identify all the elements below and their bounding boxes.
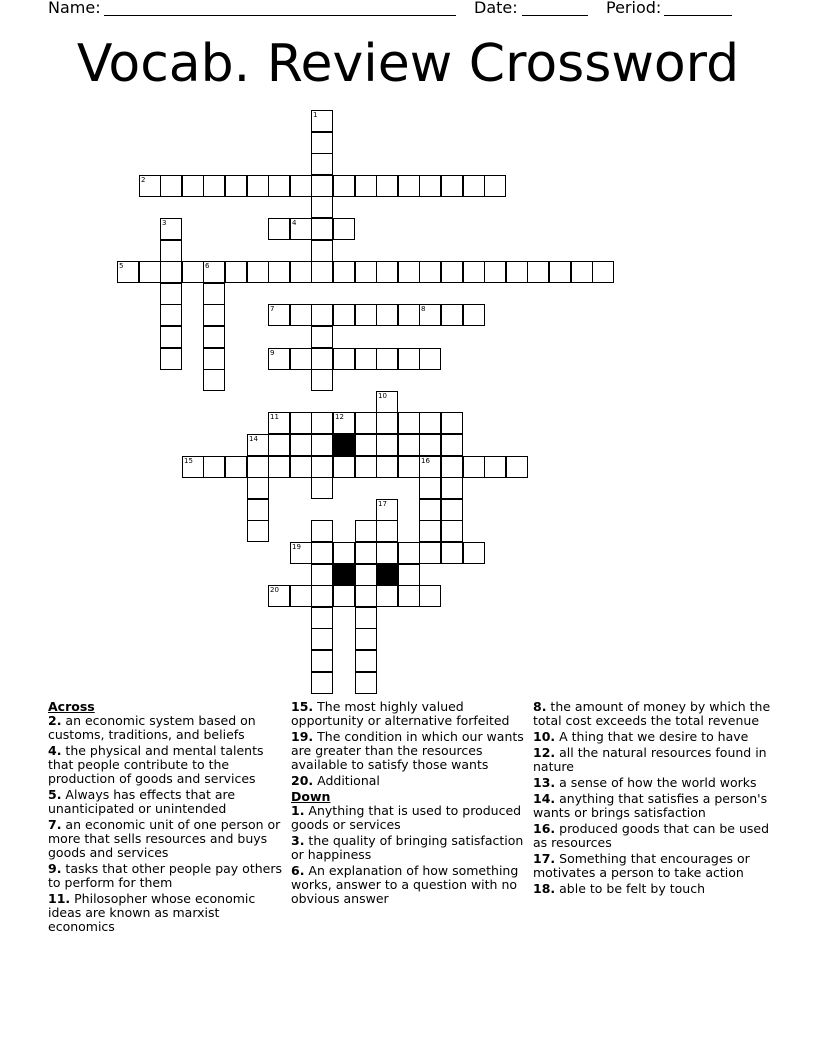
clue-number: 16. <box>533 821 556 836</box>
crossword-cell[interactable] <box>376 391 398 413</box>
down-heading: Down <box>291 789 331 804</box>
crossword-cell[interactable] <box>549 261 571 283</box>
crossword-cell[interactable] <box>506 456 528 478</box>
clue-text: anything that satisfies a person's wants or brings satisfaction <box>533 791 768 820</box>
clue-text: Philosopher whose economic ideas are known as marxist economics <box>48 891 256 934</box>
clue-item <box>533 882 771 896</box>
clue-item <box>291 774 529 788</box>
crossword-cell[interactable] <box>203 175 225 197</box>
crossword-cell[interactable] <box>571 261 593 283</box>
crossword-cell[interactable] <box>311 218 333 240</box>
clue-number: 9 <box>270 349 275 357</box>
clue-text: Anything that is used to produced goods or services <box>291 803 522 832</box>
crossword-cell[interactable] <box>160 326 182 348</box>
page-title: Vocab. Review Crossword <box>76 34 740 94</box>
crossword-cell[interactable] <box>592 261 614 283</box>
crossword-cell[interactable] <box>139 175 161 197</box>
clue-number: 8. <box>533 699 547 714</box>
crossword-cell[interactable] <box>463 261 485 283</box>
crossword-cell[interactable] <box>441 175 463 197</box>
clue-text: able to be felt by touch <box>555 881 705 896</box>
crossword-cell[interactable] <box>247 175 269 197</box>
crossword-cell[interactable] <box>160 261 182 283</box>
crossword-cell[interactable] <box>376 456 398 478</box>
crossword-cell[interactable] <box>398 585 420 607</box>
crossword-cell[interactable] <box>290 412 312 434</box>
clue-number: 10. <box>533 729 556 744</box>
crossword-cell[interactable] <box>398 434 420 456</box>
crossword-cell[interactable] <box>203 326 225 348</box>
crossword-cell[interactable] <box>311 628 333 650</box>
crossword-cell[interactable] <box>311 175 333 197</box>
crossword-cell[interactable] <box>376 175 398 197</box>
clue-number: 1 <box>313 111 318 119</box>
clue-number: 6 <box>205 262 210 270</box>
crossword-cell[interactable] <box>311 348 333 370</box>
crossword-cell[interactable] <box>311 564 333 586</box>
clue-number: 17. <box>533 851 556 866</box>
crossword-cell[interactable] <box>333 175 355 197</box>
crossword-cell[interactable] <box>203 304 225 326</box>
clue-item <box>533 822 771 850</box>
down-clue-list <box>291 804 529 906</box>
clue-number: 2 <box>141 176 146 184</box>
crossword-cell[interactable] <box>247 499 269 521</box>
crossword-cell[interactable] <box>268 304 290 326</box>
clues-column-1 <box>48 700 286 936</box>
clue-text: Always has effects that are unanticipated or unintended <box>48 787 236 816</box>
crossword-cell[interactable] <box>311 650 333 672</box>
clue-number: 20. <box>291 773 314 788</box>
crossword-cell[interactable] <box>225 175 247 197</box>
clue-number: 3 <box>162 219 167 227</box>
clue-number: 18. <box>533 881 556 896</box>
crossword-cell[interactable] <box>355 672 377 694</box>
crossword-cell[interactable] <box>290 348 312 370</box>
clue-number: 15. <box>291 699 314 714</box>
crossword-cell[interactable] <box>441 434 463 456</box>
crossword-cell[interactable] <box>203 456 225 478</box>
period-label: Period: <box>606 0 662 17</box>
crossword-cell[interactable] <box>333 542 355 564</box>
clue-number: 7 <box>270 305 275 313</box>
crossword-cell[interactable] <box>182 261 204 283</box>
crossword-cell[interactable] <box>268 261 290 283</box>
crossword-cell[interactable] <box>355 456 377 478</box>
crossword-cell[interactable] <box>290 434 312 456</box>
clue-number: 3. <box>291 833 305 848</box>
crossword-cell[interactable] <box>268 412 290 434</box>
crossword-cell[interactable] <box>376 520 398 542</box>
crossword-cell[interactable] <box>463 542 485 564</box>
crossword-cell[interactable] <box>117 261 139 283</box>
crossword-cell[interactable] <box>484 261 506 283</box>
crossword-cell[interactable] <box>311 477 333 499</box>
crossword-cell[interactable] <box>398 348 420 370</box>
crossword-cell[interactable] <box>311 261 333 283</box>
crossword-cell[interactable] <box>268 218 290 240</box>
crossword-cell[interactable] <box>419 477 441 499</box>
crossword-cell[interactable] <box>333 585 355 607</box>
clue-item <box>533 700 771 728</box>
crossword-cell[interactable] <box>441 520 463 542</box>
crossword-cell[interactable] <box>484 175 506 197</box>
crossword-cell[interactable] <box>268 585 290 607</box>
crossword-cell[interactable] <box>376 585 398 607</box>
crossword-cell[interactable] <box>247 477 269 499</box>
clue-item <box>291 834 529 862</box>
clue-number: 7. <box>48 817 62 832</box>
crossword-cell[interactable] <box>268 348 290 370</box>
clue-item <box>48 744 286 786</box>
crossword-cell[interactable] <box>355 348 377 370</box>
clue-number: 5 <box>119 262 124 270</box>
crossword-cell[interactable] <box>419 261 441 283</box>
clue-item <box>533 852 771 880</box>
clues-column-2 <box>291 700 529 908</box>
clue-text: the physical and mental talents that people contribute to the production of goods and services <box>48 743 264 786</box>
clue-number: 9. <box>48 861 62 876</box>
crossword-cell[interactable] <box>376 412 398 434</box>
clue-text: produced goods that can be used as resources <box>533 821 769 850</box>
clue-text: The most highly valued opportunity or alternative forfeited <box>291 699 510 728</box>
crossword-cell[interactable] <box>311 542 333 564</box>
crossword-cell[interactable] <box>311 240 333 262</box>
crossword-cell[interactable] <box>355 520 377 542</box>
clue-number: 12 <box>335 413 344 421</box>
crossword-cell[interactable] <box>182 456 204 478</box>
blocked-cell <box>333 434 355 456</box>
crossword-cell[interactable] <box>311 326 333 348</box>
date-label: Date: <box>474 0 518 17</box>
crossword-cell[interactable] <box>247 261 269 283</box>
crossword-cell[interactable] <box>225 261 247 283</box>
crossword-cell[interactable] <box>333 456 355 478</box>
crossword-cell[interactable] <box>527 261 549 283</box>
crossword-cell[interactable] <box>290 218 312 240</box>
clue-item <box>48 892 286 934</box>
crossword-cell[interactable] <box>398 304 420 326</box>
crossword-cell[interactable] <box>160 304 182 326</box>
crossword-cell[interactable] <box>311 132 333 154</box>
crossword-cell[interactable] <box>419 412 441 434</box>
clue-text: the amount of money by which the total cost exceeds the total revenue <box>533 699 771 728</box>
clue-item <box>533 730 771 744</box>
crossword-cell[interactable] <box>268 434 290 456</box>
crossword-cell[interactable] <box>419 585 441 607</box>
clue-number: 13. <box>533 775 556 790</box>
crossword-cell[interactable] <box>398 261 420 283</box>
clue-item <box>48 818 286 860</box>
crossword-cell[interactable] <box>419 434 441 456</box>
crossword-cell[interactable] <box>311 304 333 326</box>
clue-text: the quality of bringing satisfaction or happiness <box>291 833 524 862</box>
clue-number: 4 <box>292 219 297 227</box>
crossword-cell[interactable] <box>182 175 204 197</box>
clue-text: The condition in which our wants are greater than the resources available to satisfy those wants <box>291 729 524 772</box>
crossword-cell[interactable] <box>203 348 225 370</box>
clue-item <box>533 792 771 820</box>
blocked-cell <box>376 564 398 586</box>
crossword-cell[interactable] <box>398 564 420 586</box>
crossword-cell[interactable] <box>290 304 312 326</box>
crossword-cell[interactable] <box>247 456 269 478</box>
crossword-cell[interactable] <box>463 175 485 197</box>
crossword-cell[interactable] <box>355 628 377 650</box>
clue-text: a sense of how the world works <box>555 775 757 790</box>
crossword-cell[interactable] <box>441 456 463 478</box>
crossword-cell[interactable] <box>484 456 506 478</box>
crossword-cell[interactable] <box>290 456 312 478</box>
crossword-cell[interactable] <box>355 564 377 586</box>
crossword-cell[interactable] <box>441 261 463 283</box>
crossword-cell[interactable] <box>160 175 182 197</box>
crossword-cell[interactable] <box>203 283 225 305</box>
crossword-cell[interactable] <box>160 348 182 370</box>
clue-number: 8 <box>421 305 426 313</box>
crossword-cell[interactable] <box>463 304 485 326</box>
crossword-cell[interactable] <box>355 542 377 564</box>
crossword-cell[interactable] <box>355 434 377 456</box>
clue-number: 11. <box>48 891 71 906</box>
crossword-cell[interactable] <box>311 434 333 456</box>
crossword-cell[interactable] <box>419 456 441 478</box>
crossword-cell[interactable] <box>355 607 377 629</box>
crossword-cell[interactable] <box>398 412 420 434</box>
clue-text: Something that encourages or motivates a person to take action <box>533 851 750 880</box>
clue-item <box>48 714 286 742</box>
clue-text: all the natural resources found in nature <box>533 745 767 774</box>
clue-number: 14 <box>249 435 258 443</box>
down-clue-list-cont <box>533 700 771 896</box>
crossword-cell[interactable] <box>376 261 398 283</box>
crossword-cell[interactable] <box>225 456 247 478</box>
clue-text: An explanation of how something works, answer to a question with no obvious answer <box>291 863 519 906</box>
clue-number: 15 <box>184 457 193 465</box>
crossword-cell[interactable] <box>203 261 225 283</box>
across-clue-list <box>48 714 286 934</box>
clue-item <box>48 788 286 816</box>
crossword-cell[interactable] <box>419 304 441 326</box>
crossword-cell[interactable] <box>311 369 333 391</box>
blocked-cell <box>333 564 355 586</box>
crossword-cell[interactable] <box>333 218 355 240</box>
clue-text: A thing that we desire to have <box>555 729 749 744</box>
clue-item <box>291 730 529 772</box>
crossword-cell[interactable] <box>333 412 355 434</box>
crossword-cell[interactable] <box>419 499 441 521</box>
crossword-cell[interactable] <box>311 412 333 434</box>
crossword-cell[interactable] <box>268 456 290 478</box>
crossword-cell[interactable] <box>376 348 398 370</box>
clue-number: 11 <box>270 413 279 421</box>
crossword-cell[interactable] <box>311 196 333 218</box>
crossword-cell[interactable] <box>419 348 441 370</box>
clue-text: tasks that other people pay others to perform for them <box>48 861 282 890</box>
crossword-cell[interactable] <box>419 520 441 542</box>
crossword-cell[interactable] <box>441 477 463 499</box>
crossword-cell[interactable] <box>376 304 398 326</box>
name-label: Name: <box>48 0 101 17</box>
clue-item <box>48 862 286 890</box>
crossword-cell[interactable] <box>160 283 182 305</box>
crossword-cell[interactable] <box>355 585 377 607</box>
crossword-cell[interactable] <box>398 456 420 478</box>
clue-text: Additional <box>313 773 380 788</box>
clue-number: 19. <box>291 729 314 744</box>
clues-column-3 <box>533 700 771 898</box>
clue-number: 6. <box>291 863 305 878</box>
clue-item <box>291 804 529 832</box>
clue-number: 19 <box>292 543 301 551</box>
clue-item <box>291 700 529 728</box>
crossword-cell[interactable] <box>355 412 377 434</box>
crossword-cell[interactable] <box>419 542 441 564</box>
crossword-cell[interactable] <box>333 348 355 370</box>
crossword-cell[interactable] <box>376 542 398 564</box>
crossword-cell[interactable] <box>268 175 290 197</box>
clue-number: 4. <box>48 743 62 758</box>
clue-number: 10 <box>378 392 387 400</box>
crossword-cell[interactable] <box>311 585 333 607</box>
clue-number: 12. <box>533 745 556 760</box>
clue-item <box>533 746 771 774</box>
crossword-cell[interactable] <box>311 607 333 629</box>
crossword-cell[interactable] <box>398 175 420 197</box>
clue-number: 17 <box>378 500 387 508</box>
crossword-cell[interactable] <box>160 240 182 262</box>
crossword-cell[interactable] <box>506 261 528 283</box>
crossword-cell[interactable] <box>311 672 333 694</box>
clue-number: 2. <box>48 713 62 728</box>
crossword-cell[interactable] <box>441 412 463 434</box>
crossword-cell[interactable] <box>247 434 269 456</box>
clue-number: 14. <box>533 791 556 806</box>
crossword-cell[interactable] <box>441 304 463 326</box>
crossword-cell[interactable] <box>441 542 463 564</box>
crossword-cell[interactable] <box>311 520 333 542</box>
crossword-cell[interactable] <box>376 499 398 521</box>
crossword-cell[interactable] <box>247 520 269 542</box>
crossword-cell[interactable] <box>419 175 441 197</box>
clue-item <box>533 776 771 790</box>
crossword-cell[interactable] <box>355 650 377 672</box>
crossword-cell[interactable] <box>290 175 312 197</box>
crossword-cell[interactable] <box>355 304 377 326</box>
crossword-cell[interactable] <box>311 110 333 132</box>
crossword-cell[interactable] <box>290 261 312 283</box>
crossword-cell[interactable] <box>355 261 377 283</box>
crossword-cell[interactable] <box>290 585 312 607</box>
across-clue-list-cont <box>291 700 529 788</box>
crossword-cell[interactable] <box>333 261 355 283</box>
crossword-cell[interactable] <box>139 261 161 283</box>
crossword-cell[interactable] <box>463 456 485 478</box>
crossword-cell[interactable] <box>203 369 225 391</box>
clue-number: 20 <box>270 586 279 594</box>
crossword-cell[interactable] <box>290 542 312 564</box>
crossword-cell[interactable] <box>160 218 182 240</box>
clue-number: 1. <box>291 803 305 818</box>
clue-item <box>291 864 529 906</box>
crossword-cell[interactable] <box>355 175 377 197</box>
clue-text: an economic system based on customs, traditions, and beliefs <box>48 713 256 742</box>
crossword-cell[interactable] <box>441 499 463 521</box>
crossword-cell[interactable] <box>398 542 420 564</box>
clue-number: 5. <box>48 787 62 802</box>
crossword-cell[interactable] <box>333 304 355 326</box>
clue-number: 16 <box>421 457 430 465</box>
clue-text: an economic unit of one person or more that sells resources and buys goods and services <box>48 817 281 860</box>
crossword-cell[interactable] <box>311 153 333 175</box>
crossword-cell[interactable] <box>376 434 398 456</box>
crossword-cell[interactable] <box>311 456 333 478</box>
across-heading: Across <box>48 699 95 714</box>
